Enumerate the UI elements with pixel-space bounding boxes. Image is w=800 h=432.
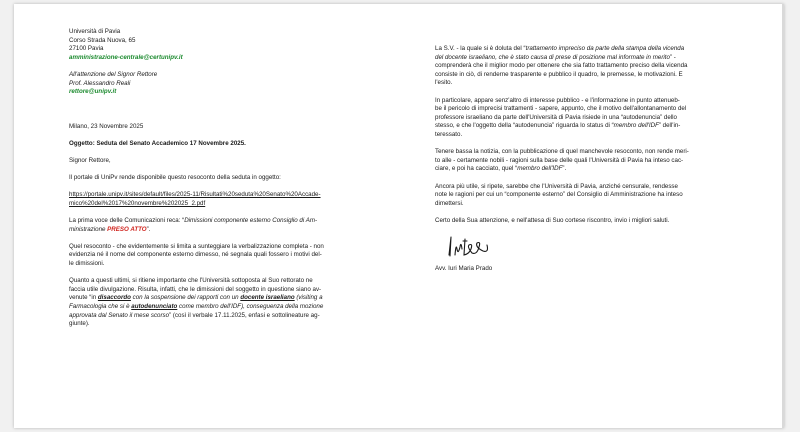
handwritten-signature-icon bbox=[445, 235, 493, 259]
recipient-email[interactable]: rettore@unipv.it bbox=[69, 88, 117, 96]
closing-line: Certo della Sua attenzione, e nell'attesa di Suo cortese riscontro, invio i migliori saluti. bbox=[435, 216, 670, 224]
paragraph-summary: Quel resoconto - che evidentemente si limita a sunteggiare la verbalizzazione completa - non evidenzia né il nome del componente esterno dimesso, né segnala quali fossero i motivi del- le dimissioni. bbox=[69, 242, 324, 268]
sender-email[interactable]: amministrazione-centrale@certunipv.it bbox=[69, 53, 183, 61]
paragraph-reasons: Quanto a questi ultimi, si ritiene importante che l'Università sottoposta al Suo rettorato ne faccia utile divulgazione. Risulta, infatti, che le dimissioni del soggetto in questione siano av- venute “in disaccordo con la sospensione dei rapporti con un docente israeliano (visiting a Farmacologia che si è autodenunciato come membro dell'IDF), conseguenza della mozione approvata dal Senato il mese scorso” (così il verbale 17.11.2025, enfasi e sottolineature ag- giunte). bbox=[69, 277, 324, 328]
paragraph-public-interest: In particolare, appare senz'altro di interesse pubblico - e l'informazione in punto attenueb- be il pericolo di imprecisi trattamenti - sapere, appunto, che il motivo dell'allontanamento del professore israeliano da parte dell'Università di Pavia risiede in una “autodenuncia” dello stesso, e che l'oggetto della “autodenuncia” riguarda lo status di “membro dell'IDF” dell'in- teressato. bbox=[435, 96, 687, 138]
paragraph-press: La S.V. - la quale si è doluta del “trattamento impreciso da parte della stampa della vicenda del docente israeliano, che è stato causa di prese di posizione mal informate in merito” - comprenderà che il miglior modo per ottenere che sia fatto trattamento preciso della vicenda consiste in ciò, di renderne trasparente e pubblico il quadro, le premesse, le motivazioni. E l'esito. bbox=[435, 45, 688, 87]
left-column bbox=[69, 28, 361, 329]
page-edge-line bbox=[782, 4, 784, 428]
signature-area bbox=[435, 235, 731, 265]
paragraph-news: Tenere bassa la notizia, con la pubblicazione di quel manchevole resoconto, non rende meri- to alle - certamente nobili - ragioni sulla base delle quali l'Università di Pavia ha inteso cac- ciare, e poi ha cacciato, quel “membro dell'IDF”. bbox=[435, 148, 689, 173]
sender-city: 27100 Pavia bbox=[69, 45, 104, 53]
salutation: Signor Rettore, bbox=[69, 156, 111, 164]
recipient-name: Prof. Alessandro Reali bbox=[69, 79, 131, 87]
paragraph-portal: Il portale di UniPv rende disponibile questo resoconto della seduta in oggetto: bbox=[69, 174, 281, 182]
paragraph-communications: La prima voce delle Comunicazioni reca: “Dimissioni componente esterno Consiglio di Am- ministrazione PRESO ATTO”. bbox=[69, 217, 318, 233]
letter-date: Milano, 23 Novembre 2025 bbox=[69, 122, 144, 130]
signature-name: Avv. Iuri Maria Prado bbox=[435, 265, 493, 273]
right-column bbox=[435, 45, 731, 274]
document-link[interactable]: https://portale.unipv.it/sites/default/files/2025-11/Risultati%20seduta%20Senato%20Accade- mico%20del%2017%20novembre%202025_2.pdf bbox=[69, 191, 321, 207]
sender-name: Università di Pavia bbox=[69, 28, 121, 35]
letter-page bbox=[14, 4, 784, 428]
preso-atto-label: PRESO ATTO bbox=[107, 225, 147, 233]
paragraph-useful: Ancora più utile, si ripete, sarebbe che l'Università di Pavia, anziché censurale, rendesse note le ragioni per cui un “componente esterno” del Consiglio di Amministrazione ha inteso dimettersi. bbox=[435, 182, 683, 207]
sender-street: Corso Strada Nuova, 65 bbox=[69, 36, 136, 44]
letter-subject: Oggetto: Seduta del Senato Accademico 17 Novembre 2025. bbox=[69, 139, 246, 147]
recipient-attention: All'attenzione del Signor Rettore bbox=[69, 70, 158, 78]
